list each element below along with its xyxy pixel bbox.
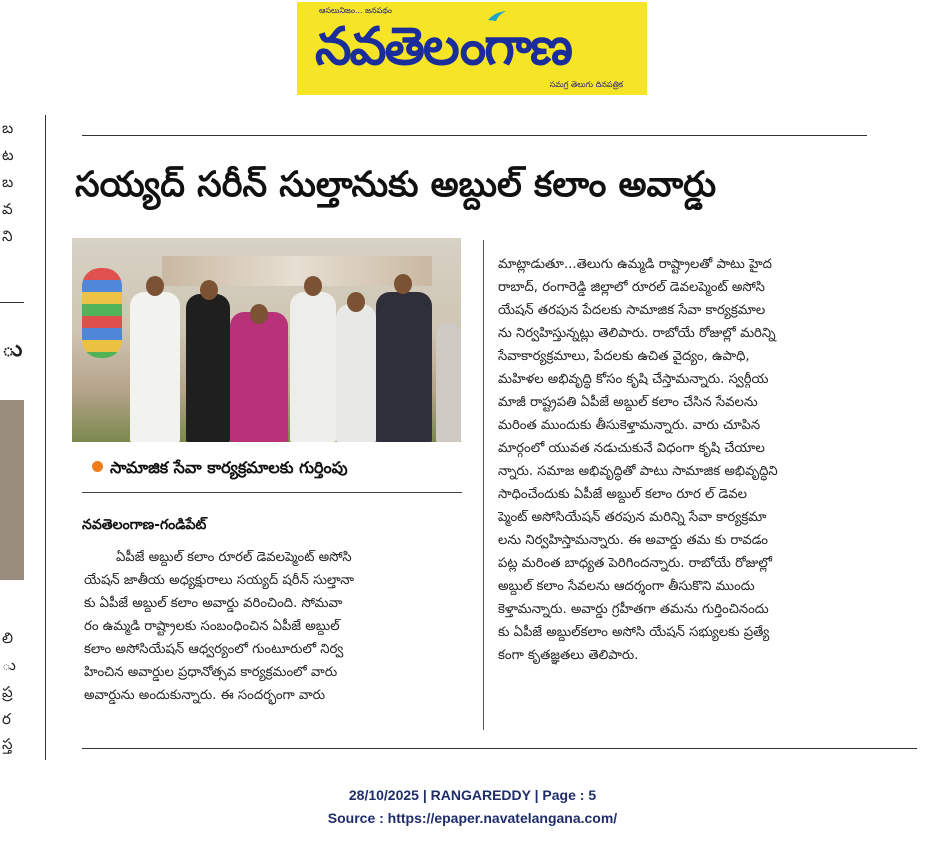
body-line: అబ్దుల్ కలాం సేవలను ఆదర్శంగా తీసుకొని ముందు [498,579,755,594]
person-figure [436,322,461,442]
photo-caption-text: సామాజిక సేవా కార్యక్రమాలకు గుర్తింపు [110,458,348,477]
left-fragment: ర [2,710,11,728]
body-line: రాబాద్, రంగారెడ్డి జిల్లాలో రూరల్ డెవలప్మెంట్ అసోసి [498,280,765,295]
person-head [304,276,322,296]
person-head [200,280,218,300]
left-fragment: ు [2,337,23,362]
masthead-subtitle: సమగ్ర తెలుగు దినపత్రిక [549,80,623,89]
body-line: కలాం అసోసియేషన్ ఆధ్వర్యంలో గుంటూరులో నిర్వ [84,642,344,657]
person-figure [186,294,230,442]
body-line: సాధించేందుకు ఏపీజే అబ్దుల్ కలాం రూర ల్ డెవల [498,487,748,502]
left-fragment: ు [2,656,16,674]
balloons-decoration [82,268,122,358]
masthead-tagline: ఆసలునిజం... జనపథం [319,6,392,15]
body-line: యేషన్ తరపున పేదలకు సామాజిక సేవా కార్యక్రమాల [498,303,766,318]
article-top-rule [82,135,867,136]
body-line: రం ఉమ్మడి రాష్ట్రాలకు సంబంధించిన ఏపీజే అబ్దుల్ [84,619,340,634]
source-link[interactable]: Source : https://epaper.navatelangana.com/ [327,810,618,826]
body-line: మహిళల అభివృద్ధి కోసం కృషి చేస్తామన్నారు. స్వర్గీయ [498,372,769,387]
left-fragment: ట [2,146,14,164]
body-line: ను నిర్వహిస్తున్నట్లు తెలిపారు. రాబోయే రోజుల్లో మరిన్ని [498,326,776,341]
body-line: సేవాకార్యక్రమాలు, పేదలకు ఉచిత వైద్యం, ఉపాధి, [498,349,750,364]
body-line: అవార్డును అందుకున్నారు. ఈ సందర్భంగా వారు [84,688,326,703]
person-figure [336,304,376,442]
person-head [250,304,268,324]
body-line: యేషన్ జాతీయ అధ్యక్షురాలు సయ్యద్ షరీన్ సుల్తానా [84,573,354,588]
column-divider [483,240,484,730]
body-line: న్నారు. సమాజ అభివృద్ధితో పాటు సామాజిక అభివృద్ధిని [498,464,778,479]
left-fragment: బ [2,173,14,191]
article-dateline: నవతెలంగాణ-గండిపేట్ [82,517,207,533]
article-body-right [498,253,886,667]
article-bottom-rule [82,748,917,749]
masthead-title: నవతెలంగాణ [315,17,572,77]
body-line: కు ఏపీజే అబ్దుల్‌కలాం అసోసి యేషన్ సభ్యులకు ప్రత్యే [498,625,770,640]
person-figure [230,312,288,442]
left-fragment: వ [2,200,13,218]
body-line: కంగా కృతజ్ఞతలు తెలిపారు. [498,648,639,663]
body-line: ఏపీజే అబ్దుల్ కలాం రూరల్ డెవలప్మెంట్ అసోసి [116,550,352,565]
body-line: హించిన అవార్డుల ప్రధానోత్సవ కార్యక్రమంలో వారు [84,665,338,680]
body-line: మార్గంలో యువత నడుచుకునే విధంగా కృషి చేయాల [498,441,765,456]
body-line: మరింత ముందుకు తీసుకెళ్తామన్నారు. వారు చూపిన [498,418,761,433]
article-headline: సయ్యద్ సరీన్ సుల్తానుకు అబ్దుల్ కలాం అవార్డు [75,165,717,205]
left-fragment: ని [2,227,13,245]
person-figure [130,292,180,442]
body-line: ప్మెంట్ అసోసియేషన్ తరపున మరిన్ని సేవా కార్యక్రమా [498,510,767,525]
person-figure [290,292,336,442]
person-head [347,292,365,312]
column-divider [45,115,46,760]
photo-caption [92,458,472,481]
left-fragment: లి [2,629,13,647]
person-head [394,274,412,294]
award-photo [72,238,461,442]
article-body-left [84,546,469,707]
person-head [146,276,164,296]
body-line: మాట్లాడుతూ...తెలుగు ఉమ్మడి రాష్ట్రాలతో పాటు హైద [498,257,772,272]
left-photo-fragment [0,400,24,580]
left-fragment: బ [2,119,14,137]
edition-info: 28/10/2025 | RANGAREDDY | Page : 5 [348,787,597,803]
body-line: కెళ్తామన్నారు. అవార్డు గ్రహీతగా తమను గుర్తించినందు [498,602,769,617]
bullet-icon [92,461,103,472]
body-line: పట్ల మరింత బాధ్యత పెరిగిందన్నారు. రాబోయే రోజుల్లో [498,556,772,571]
caption-rule [82,492,462,493]
body-line: మాజీ రాష్ట్రపతి ఏపీజే అబ్దుల్ కలాం చేసిన సేవలను [498,395,758,410]
person-figure [376,292,432,442]
body-line: కు ఏపీజే అబ్దుల్ కలాం అవార్డు వరించింది. సోమవా [84,596,343,611]
left-fragment: స్త [2,735,13,753]
masthead-logo [297,2,647,95]
column-divider [0,302,24,303]
left-fragment: ప్ర [2,683,13,701]
body-line: లను నిర్వహిస్తామన్నారు. ఈ అవార్డు తమ కు రావడం [498,533,768,548]
